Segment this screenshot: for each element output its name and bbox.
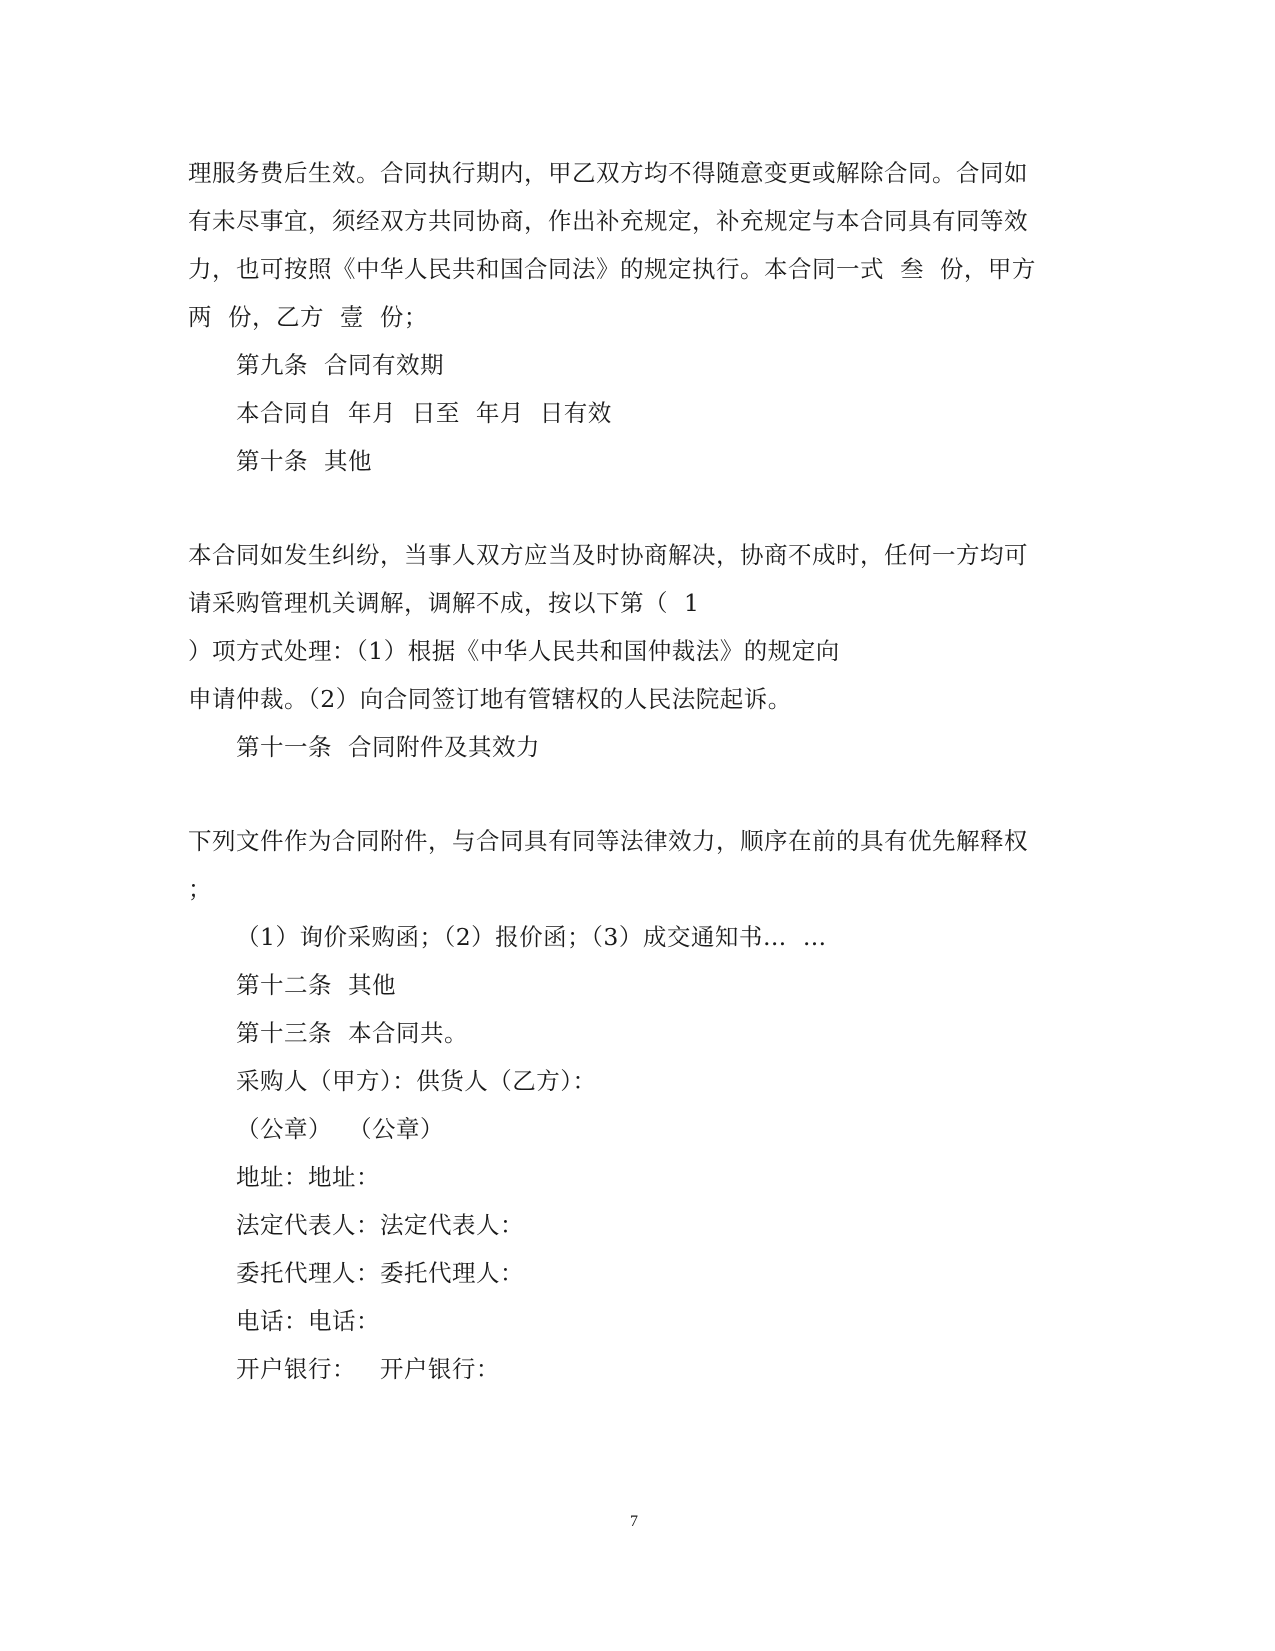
signature-legal-rep: 法定代表人：法定代表人： (236, 1211, 524, 1239)
signature-phone: 电话：电话： (236, 1307, 380, 1335)
paragraph-line: 理服务费后生效。合同执行期内，甲乙双方均不得随意变更或解除合同。合同如 (188, 159, 1028, 187)
paragraph-line: ）项方式处理：（1）根据《中华人民共和国仲裁法》的规定向 (188, 637, 840, 665)
paragraph-line: 力，也可按照《中华人民共和国合同法》的规定执行。本合同一式 叁 份，甲方 (188, 255, 1036, 283)
page-number: 7 (630, 1513, 638, 1530)
paragraph-line: 申请仲裁。（2）向合同签订地有管辖权的人民法院起诉。 (188, 685, 792, 713)
paragraph-line: 请采购管理机关调解，调解不成，按以下第（ 1 (188, 589, 700, 617)
signature-parties: 采购人（甲方）：供货人（乙方）： (236, 1067, 597, 1095)
signature-seals: （公章） （公章） (236, 1115, 444, 1143)
signature-bank: 开户银行： 开户银行： (236, 1355, 500, 1383)
attachment-list: （1）询价采购函；（2）报价函；（3）成交通知书… … (236, 923, 827, 951)
article-heading-13: 第十三条 本合同共。 (236, 1019, 468, 1047)
article-heading-10: 第十条 其他 (236, 447, 372, 475)
article-heading-12: 第十二条 其他 (236, 971, 396, 999)
signature-agent: 委托代理人：委托代理人： (236, 1259, 524, 1287)
paragraph-line: 本合同如发生纠纷，当事人双方应当及时协商解决，协商不成时，任何一方均可 (188, 541, 1028, 569)
article-heading-11: 第十一条 合同附件及其效力 (236, 733, 540, 761)
paragraph-line: 有未尽事宜，须经双方共同协商，作出补充规定，补充规定与本合同具有同等效 (188, 207, 1028, 235)
paragraph-line: 下列文件作为合同附件，与合同具有同等法律效力，顺序在前的具有优先解释权 (188, 827, 1028, 855)
article-heading-9: 第九条 合同有效期 (236, 351, 444, 379)
signature-address: 地址：地址： (236, 1163, 380, 1191)
validity-line: 本合同自 年月 日至 年月 日有效 (236, 399, 612, 427)
paragraph-line: ； (188, 875, 212, 903)
paragraph-line: 两 份，乙方 壹 份； (188, 303, 428, 331)
